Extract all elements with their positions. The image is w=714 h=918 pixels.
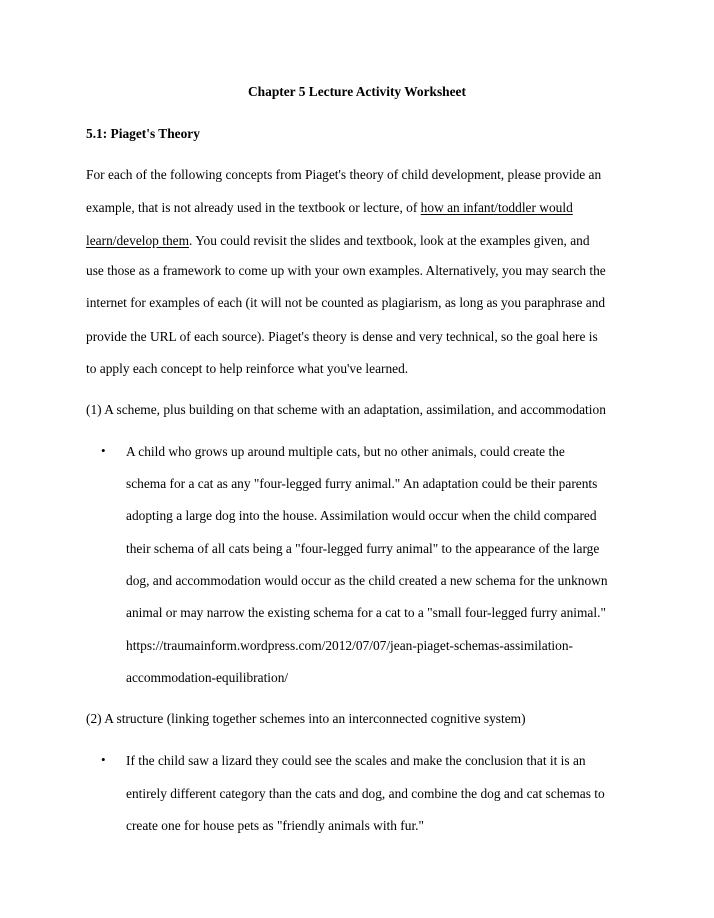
source-url-line: accommodation-equilibration/ [126,670,289,685]
page-title: Chapter 5 Lecture Activity Worksheet [248,84,466,99]
intro-line-4: use those as a framework to come up with your own examples. Alternatively, you may search the [86,263,606,278]
section-heading: 5.1: Piaget's Theory [86,126,200,141]
source-url-line: https://traumainform.wordpress.com/2012/07/07/jean-piaget-schemas-assimilation- [126,638,573,653]
intro-line-2-text: example, that is not already used in the textbook or lecture, of [86,200,421,215]
intro-line-3 [86,233,590,249]
question-1-answer-line: their schema of all cats being a "four-legged furry animal" to the appearance of the large [126,541,600,556]
intro-line-3-text: . You could revisit the slides and textbook, look at the examples given, and [189,233,590,248]
intro-line-1: For each of the following concepts from Piaget's theory of child development, please provide an [86,167,602,182]
question-1-answer-line: animal or may narrow the existing schema for a cat to a "small four-legged furry animal." [126,605,606,620]
question-1-answer-line: adopting a large dog into the house. Assimilation would occur when the child compared [126,508,597,523]
question-1-answer-line: A child who grows up around multiple cats, but no other animals, could create the [126,444,565,459]
intro-underlined-phrase-part-2: learn/develop them [86,233,189,248]
question-2-bullet: • [101,752,106,767]
question-1-bullet: • [101,443,106,458]
intro-line-2 [86,200,573,216]
intro-line-5: internet for examples of each (it will not be counted as plagiarism, as long as you paraphrase and [86,295,606,310]
question-2-answer-line: create one for house pets as "friendly animals with fur." [126,818,424,833]
intro-line-7: to apply each concept to help reinforce what you've learned. [86,361,409,376]
question-1-answer-line: dog, and accommodation would occur as the child created a new schema for the unknown [126,573,608,588]
question-1-answer-line: schema for a cat as any "four-legged furry animal." An adaptation could be their parents [126,476,598,491]
question-2-answer-line: entirely different category than the cats and dog, and combine the dog and cat schemas to [126,786,605,801]
intro-underlined-phrase-part-1: how an infant/toddler would [420,200,573,215]
question-2-prompt: (2) A structure (linking together schemes into an interconnected cognitive system) [86,711,526,726]
question-2-answer-line: If the child saw a lizard they could see the scales and make the conclusion that it is an [126,753,586,768]
intro-line-6: provide the URL of each source). Piaget's theory is dense and very technical, so the goal here is [86,329,598,344]
question-1-prompt: (1) A scheme, plus building on that scheme with an adaptation, assimilation, and accommodation [86,402,606,417]
